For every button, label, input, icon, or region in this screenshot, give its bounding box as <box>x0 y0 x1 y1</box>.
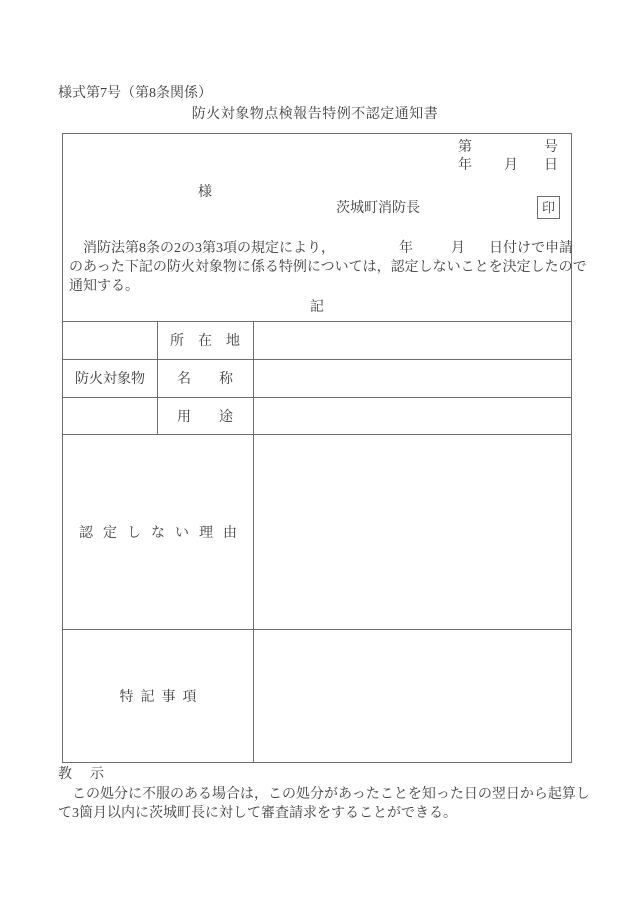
special-notes-value-cell <box>253 629 571 762</box>
paragraph-line1-lead: 消防法第8条の2の3第3項の規定により， <box>69 241 335 256</box>
decision-paragraph <box>69 237 587 294</box>
date-day-label: 日 <box>544 158 558 173</box>
paragraph-line-2: のあった下記の防火対象物に係る特例については，認定しないことを決定したので <box>69 260 587 275</box>
date-month-label: 月 <box>504 158 518 173</box>
paragraph-line-3: 通知する。 <box>69 279 139 294</box>
reason-not-certified-value-cell <box>253 434 571 629</box>
form-number-label: 様式第7号（第8条関係） <box>58 86 212 101</box>
apply-date-year-label: 年 <box>399 241 413 256</box>
appeal-notice-line-2: て3箇月以内に茨城町長に対して審査請求をすることができる。 <box>58 806 457 821</box>
name-label: 名 称 <box>177 372 233 387</box>
appeal-notice-line-1: この処分に不服のある場合は，この処分があったことを知った日の翌日から起算し <box>58 787 590 802</box>
paragraph-line1-tail: 日付けで申請 <box>489 241 573 256</box>
addressee-honorific: 様 <box>198 185 212 200</box>
doc-number-suffix: 号 <box>544 140 558 155</box>
name-value-cell <box>253 359 571 397</box>
use-label: 用 途 <box>177 409 233 425</box>
doc-number-prefix: 第 <box>458 140 472 155</box>
record-marker: 記 <box>310 300 324 315</box>
special-notes-label: 特記事項 <box>119 689 204 705</box>
document-title: 防火対象物点検報告特例不認定通知書 <box>191 107 439 122</box>
location-value-cell <box>253 321 571 359</box>
reason-not-certified-label: 認定しない理由 <box>79 525 247 541</box>
use-value-cell <box>253 397 571 434</box>
fire-property-group-label: 防火対象物 <box>75 371 145 387</box>
paragraph-line-1 <box>69 237 573 256</box>
apply-date-month-label: 月 <box>451 241 465 256</box>
location-label: 所 在 地 <box>170 334 240 349</box>
notice-frame <box>62 133 587 763</box>
issuer-name: 茨城町消防長 <box>336 201 420 216</box>
seal-box: 印 <box>537 196 560 219</box>
date-year-label: 年 <box>458 158 472 173</box>
appeal-notice-heading: 教 示 <box>58 767 106 782</box>
